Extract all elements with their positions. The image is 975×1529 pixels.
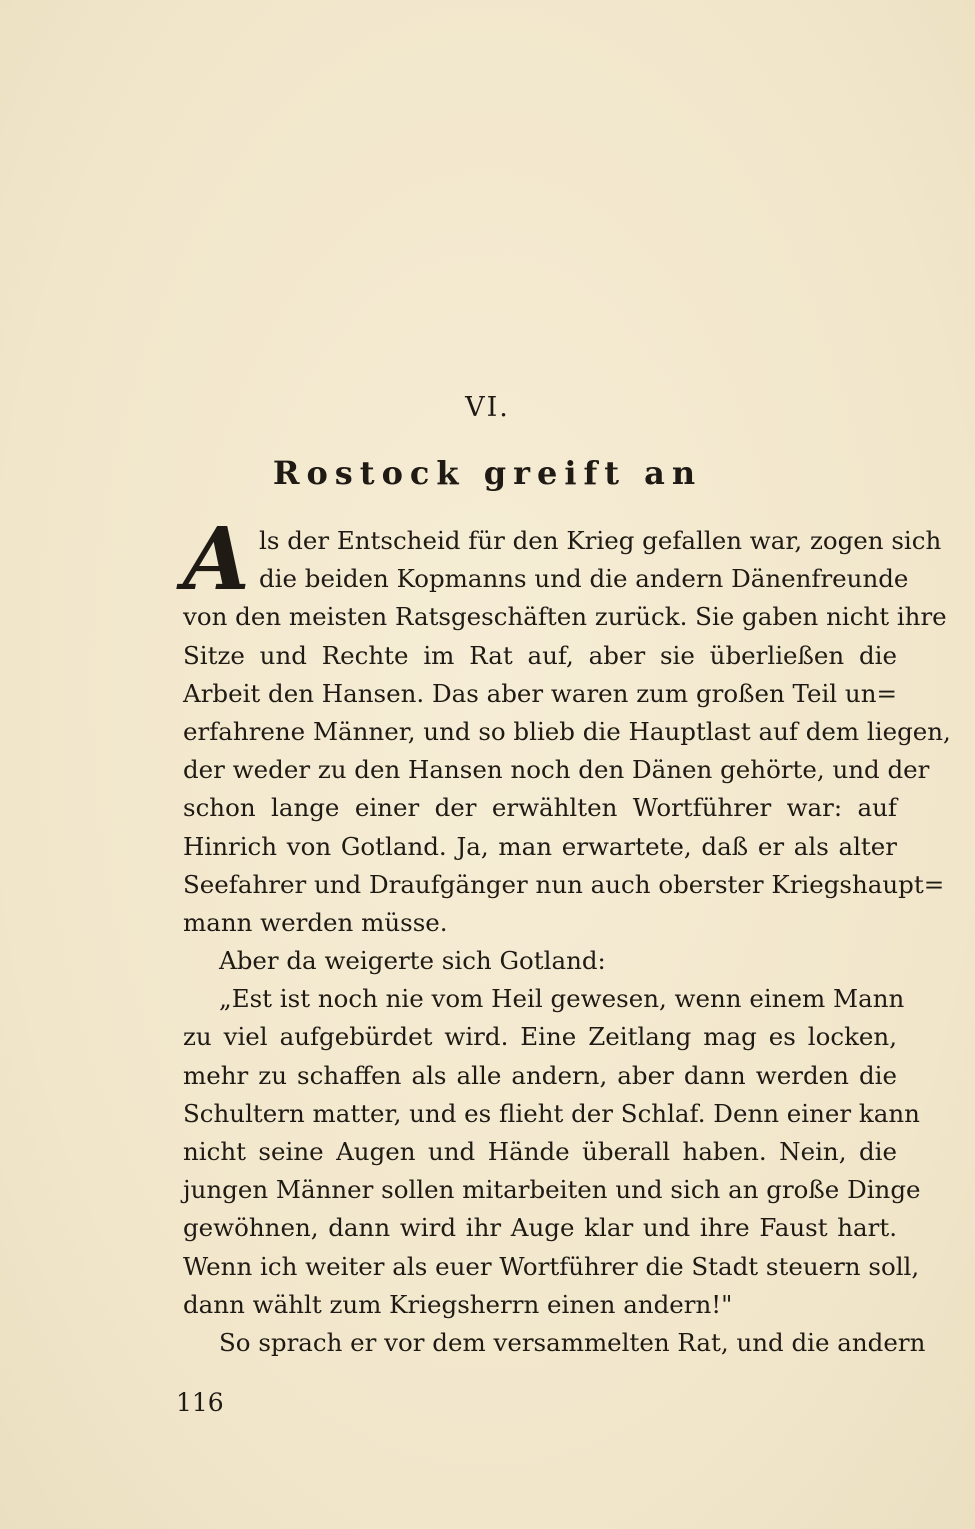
text-line: Schultern matter, und es flieht der Schlaf. Denn einer kann: [183, 1098, 920, 1128]
text-line: Wenn ich weiter als euer Wortführer die Stadt steuern soll,: [183, 1251, 920, 1281]
text-line: Seefahrer und Draufgänger nun auch oberster Kriegshaupt=: [183, 869, 945, 899]
text-line: ls der Entscheid für den Krieg gefallen war, zogen sich: [259, 526, 942, 555]
text-line: Sitze und Rechte im Rat auf, aber sie überließen die: [183, 640, 897, 670]
text-line: Aber da weigerte sich Gotland:: [219, 946, 606, 976]
paragraph-1: [183, 509, 951, 942]
chapter-number: VI.: [465, 392, 510, 423]
text-line: mann werden müsse.: [183, 907, 448, 937]
text-line: von den meisten Ratsgeschäften zurück. Sie gaben nicht ihre: [183, 602, 947, 632]
text-line: So sprach er vor dem versammelten Rat, und die andern: [219, 1327, 926, 1357]
text-line: gewöhnen, dann wird ihr Auge klar und ihre Faust hart.: [183, 1213, 897, 1243]
text-line: nicht seine Augen und Hände überall haben. Nein, die: [183, 1137, 897, 1166]
text-line: dann wählt zum Kriegsherrn einen andern!": [183, 1289, 733, 1319]
text-line: die beiden Kopmanns und die andern Dänenfreunde: [259, 564, 909, 594]
text-line: erfahrene Männer, und so blieb die Hauptlast auf dem liegen,: [183, 716, 951, 746]
text-line: zu viel aufgebürdet wird. Eine Zeitlang mag es locken,: [183, 1022, 897, 1052]
text-line: Arbeit den Hansen. Das aber waren zum großen Teil un=: [183, 678, 898, 708]
body-text: [183, 509, 951, 1362]
text-line: jungen Männer sollen mitarbeiten und sich an große Dinge: [183, 1175, 921, 1205]
text-line: schon lange einer der erwählten Wortführer war: auf: [183, 793, 897, 823]
paragraph-3: [183, 980, 921, 1324]
chapter-title: Rostock greift an: [272, 454, 703, 492]
text-line: „Est ist noch nie vom Heil gewesen, wenn einem Mann: [219, 984, 905, 1014]
paragraph-4: [183, 1324, 926, 1362]
text-line: Hinrich von Gotland. Ja, man erwartete, daß er als alter: [183, 831, 897, 861]
text-line: mehr zu schaffen als alle andern, aber dann werden die: [183, 1060, 897, 1090]
page-number: 116: [176, 1388, 224, 1417]
drop-cap: A: [183, 509, 250, 610]
paragraph-2: [183, 942, 897, 980]
text-line: der weder zu den Hansen noch den Dänen gehörte, und der: [183, 755, 930, 785]
